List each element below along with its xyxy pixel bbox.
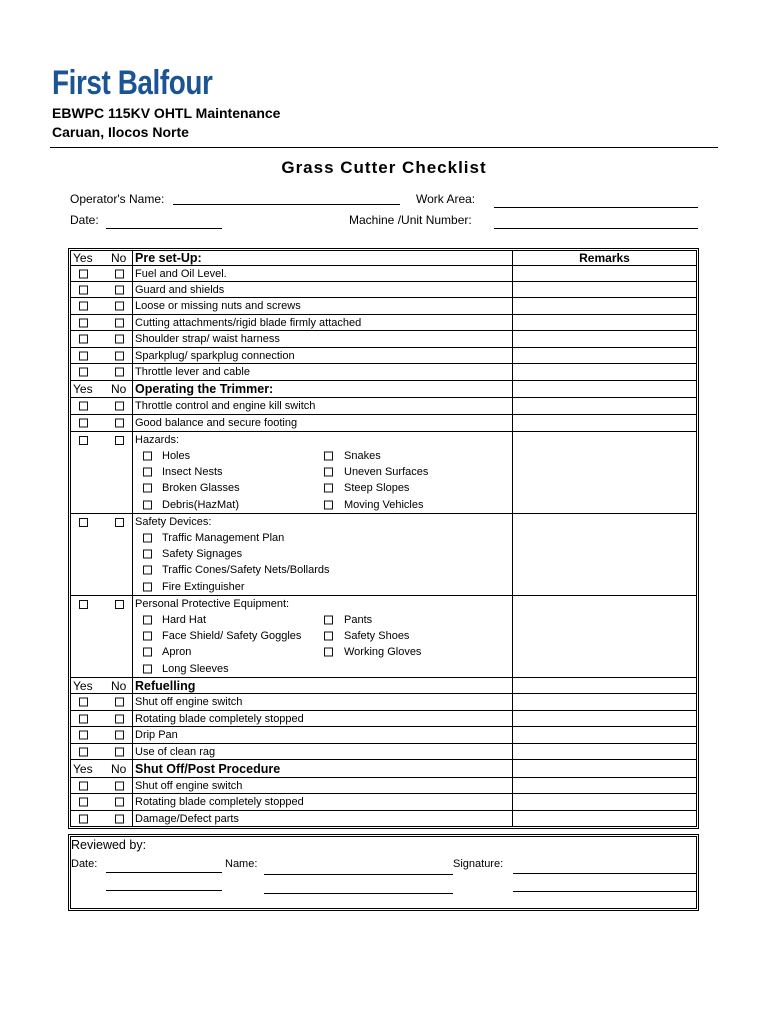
sub-item-label: Pants	[344, 614, 373, 626]
no-checkbox[interactable]	[115, 814, 124, 823]
remarks-cell[interactable]	[513, 398, 696, 414]
sub-checkbox[interactable]	[143, 484, 152, 493]
sub-checkbox[interactable]	[324, 484, 333, 493]
yes-header-cell	[71, 251, 100, 265]
review-signature-label: Signature:	[453, 858, 504, 870]
yes-checkbox[interactable]	[79, 285, 88, 294]
no-header-cell	[100, 381, 133, 397]
yes-checkbox[interactable]	[79, 436, 88, 445]
checklist-row	[71, 415, 696, 432]
no-header-cell	[100, 251, 133, 265]
checklist-row	[71, 266, 696, 282]
no-checkbox[interactable]	[115, 402, 124, 411]
checklist-group-row	[71, 596, 696, 678]
sub-item-line	[133, 448, 512, 464]
remarks-cell[interactable]	[513, 596, 696, 677]
sub-item-label: Hard Hat	[162, 614, 207, 626]
no-checkbox[interactable]	[115, 351, 124, 360]
no-cell	[100, 514, 133, 595]
yes-cell	[71, 364, 100, 380]
checklist-row	[71, 727, 696, 744]
remarks-cell[interactable]	[513, 298, 696, 314]
sub-item-line	[133, 497, 512, 513]
ppe-group	[133, 596, 513, 677]
no-cell	[100, 811, 133, 826]
no-cell	[100, 348, 133, 363]
section-title: Shut Off/Post Procedure	[133, 760, 513, 777]
item-label: Throttle control and engine kill switch	[133, 398, 513, 414]
reviewed-by-label: Reviewed by:	[71, 838, 147, 852]
remarks-cell[interactable]	[513, 514, 696, 595]
checklist-row	[71, 794, 696, 811]
item-label: Throttle lever and cable	[133, 364, 513, 380]
checklist-row	[71, 711, 696, 727]
operator-name-field[interactable]	[173, 204, 400, 205]
remarks-cell[interactable]	[513, 364, 696, 380]
sub-checkbox[interactable]	[324, 468, 333, 477]
yes-checkbox[interactable]	[79, 698, 88, 707]
yes-checkbox[interactable]	[79, 402, 88, 411]
yes-cell	[71, 694, 100, 710]
hazards-group	[133, 432, 513, 513]
sub-item-label: Broken Glasses	[162, 482, 240, 495]
no-cell	[100, 711, 133, 726]
checklist-row	[71, 331, 696, 348]
no-cell	[100, 315, 133, 330]
no-checkbox[interactable]	[115, 731, 124, 740]
item-label: Damage/Defect parts	[133, 811, 513, 826]
no-checkbox[interactable]	[115, 368, 124, 377]
no-header-cell	[100, 678, 133, 693]
yes-checkbox[interactable]	[79, 781, 88, 790]
checklist-row	[71, 315, 696, 331]
yes-cell	[71, 348, 100, 363]
no-cell	[100, 298, 133, 314]
header-divider	[50, 147, 718, 148]
no-cell	[100, 694, 133, 710]
sub-checkbox[interactable]	[143, 452, 152, 461]
no-cell	[100, 744, 133, 759]
remarks-cell[interactable]	[513, 694, 696, 710]
yes-checkbox[interactable]	[79, 747, 88, 756]
no-cell	[100, 282, 133, 297]
remarks-cell	[513, 678, 696, 693]
remarks-cell[interactable]	[513, 415, 696, 431]
sub-checkbox[interactable]	[143, 566, 152, 575]
sub-checkbox[interactable]	[143, 664, 152, 673]
item-label: Use of clean rag	[133, 744, 513, 759]
checklist-table	[68, 248, 699, 829]
sub-checkbox[interactable]	[143, 468, 152, 477]
checklist-row	[71, 694, 696, 711]
yes-checkbox[interactable]	[79, 600, 88, 609]
no-header: No	[111, 678, 127, 693]
review-date-label: Date:	[71, 858, 98, 870]
item-label: Shut off engine switch	[133, 694, 513, 710]
sub-item-line	[133, 661, 512, 677]
checklist-row	[71, 744, 696, 760]
remarks-cell[interactable]	[513, 282, 696, 297]
sub-item-label: Steep Slopes	[344, 482, 410, 495]
remarks-cell[interactable]	[513, 794, 696, 810]
review-signature-field[interactable]	[513, 891, 696, 892]
checklist-group-row	[71, 432, 696, 514]
yes-cell	[71, 331, 100, 347]
no-checkbox[interactable]	[115, 269, 124, 278]
yes-cell	[71, 398, 100, 414]
yes-cell	[71, 514, 100, 595]
sub-checkbox[interactable]	[324, 648, 333, 657]
machine-unit-field[interactable]	[494, 228, 698, 229]
remarks-cell	[513, 760, 696, 777]
sub-item-label: Long Sleeves	[162, 662, 229, 675]
review-name-label: Name:	[225, 858, 258, 870]
yes-cell	[71, 711, 100, 726]
sub-checkbox[interactable]	[143, 550, 152, 559]
machine-unit-label: Machine /Unit Number:	[349, 213, 472, 227]
yes-checkbox[interactable]	[79, 335, 88, 344]
sub-item-label: Fire Extinguisher	[162, 580, 245, 593]
remarks-cell[interactable]	[513, 778, 696, 793]
sub-item-label: Safety Shoes	[344, 630, 410, 643]
sub-checkbox[interactable]	[324, 500, 333, 509]
review-name-field[interactable]	[264, 874, 453, 875]
no-cell	[100, 596, 133, 677]
yes-cell	[71, 315, 100, 330]
section-header-row	[71, 381, 696, 398]
sub-item-label: Working Gloves	[344, 646, 422, 659]
no-checkbox[interactable]	[115, 747, 124, 756]
item-label: Good balance and secure footing	[133, 415, 513, 431]
yes-cell	[71, 794, 100, 810]
remarks-cell[interactable]	[513, 744, 696, 759]
no-cell	[100, 727, 133, 743]
yes-checkbox[interactable]	[79, 419, 88, 428]
sub-item-line	[133, 628, 512, 644]
checklist-row	[71, 348, 696, 364]
yes-checkbox[interactable]	[79, 351, 88, 360]
remarks-cell[interactable]	[513, 811, 696, 826]
review-signature-field[interactable]	[513, 873, 696, 874]
section-title: Pre set-Up:	[133, 251, 513, 265]
no-checkbox[interactable]	[115, 781, 124, 790]
sub-checkbox[interactable]	[324, 452, 333, 461]
no-cell	[100, 266, 133, 281]
yes-checkbox[interactable]	[79, 269, 88, 278]
remarks-cell[interactable]	[513, 711, 696, 726]
company-logo: First Balfour	[52, 64, 213, 102]
no-checkbox[interactable]	[115, 285, 124, 294]
no-cell	[100, 415, 133, 431]
sub-checkbox[interactable]	[143, 648, 152, 657]
remarks-cell[interactable]	[513, 331, 696, 347]
checklist-row	[71, 298, 696, 315]
date-field[interactable]	[106, 228, 222, 229]
sub-checkbox[interactable]	[324, 632, 333, 641]
sub-item-line	[133, 530, 512, 546]
sub-item-label: Moving Vehicles	[344, 498, 424, 511]
yes-header-cell	[71, 381, 100, 397]
item-label: Rotating blade completely stopped	[133, 711, 513, 726]
no-header: No	[111, 382, 127, 396]
no-checkbox[interactable]	[115, 714, 124, 723]
sub-item-line	[133, 579, 512, 595]
item-label: Loose or missing nuts and screws	[133, 298, 513, 314]
no-cell	[100, 398, 133, 414]
sub-item-line	[133, 480, 512, 496]
no-checkbox[interactable]	[115, 436, 124, 445]
yes-checkbox[interactable]	[79, 302, 88, 311]
section-header-row	[71, 760, 696, 778]
yes-cell	[71, 266, 100, 281]
no-cell	[100, 432, 133, 513]
item-label: Drip Pan	[133, 727, 513, 743]
review-date-field[interactable]	[106, 872, 222, 873]
remarks-cell[interactable]	[513, 266, 696, 281]
remarks-cell[interactable]	[513, 727, 696, 743]
no-checkbox[interactable]	[115, 419, 124, 428]
checklist-row	[71, 811, 696, 826]
sub-item-line	[133, 546, 512, 562]
item-label: Sparkplug/ sparkplug connection	[133, 348, 513, 363]
remarks-cell	[513, 381, 696, 397]
review-name-field[interactable]	[264, 893, 453, 894]
sub-item-label: Snakes	[344, 450, 381, 462]
no-checkbox[interactable]	[115, 698, 124, 707]
sub-item-label: Traffic Cones/Safety Nets/Bollards	[162, 564, 330, 577]
no-checkbox[interactable]	[115, 302, 124, 311]
yes-cell	[71, 415, 100, 431]
group-label: Personal Protective Equipment:	[135, 598, 290, 610]
yes-checkbox[interactable]	[79, 798, 88, 807]
yes-header: Yes	[73, 382, 93, 396]
yes-header: Yes	[73, 678, 93, 693]
yes-checkbox[interactable]	[79, 814, 88, 823]
safety-devices-group	[133, 514, 513, 595]
no-cell	[100, 778, 133, 793]
yes-cell	[71, 778, 100, 793]
item-label: Fuel and Oil Level.	[133, 266, 513, 281]
no-cell	[100, 794, 133, 810]
sub-item-line	[133, 644, 512, 660]
sub-checkbox[interactable]	[143, 534, 152, 543]
yes-cell	[71, 298, 100, 314]
remarks-header: Remarks	[579, 251, 630, 265]
no-checkbox[interactable]	[115, 318, 124, 327]
yes-header: Yes	[73, 761, 93, 776]
no-checkbox[interactable]	[115, 335, 124, 344]
checklist-row	[71, 282, 696, 298]
yes-cell	[71, 282, 100, 297]
sub-item-label: Insect Nests	[162, 466, 223, 479]
remarks-cell[interactable]	[513, 315, 696, 330]
operator-name-label: Operator's Name:	[70, 192, 165, 206]
date-label: Date:	[70, 213, 99, 227]
yes-cell	[71, 596, 100, 677]
review-box	[68, 834, 699, 911]
no-checkbox[interactable]	[115, 600, 124, 609]
checklist-row	[71, 398, 696, 415]
yes-cell	[71, 811, 100, 826]
no-header: No	[111, 761, 127, 776]
item-label: Rotating blade completely stopped	[133, 794, 513, 810]
sub-item-line	[133, 562, 512, 578]
sub-item-line	[133, 464, 512, 480]
form-title: Grass Cutter Checklist	[281, 158, 487, 177]
yes-checkbox[interactable]	[79, 318, 88, 327]
checklist-group-row	[71, 514, 696, 596]
section-header-row	[71, 251, 696, 266]
remarks-cell[interactable]	[513, 432, 696, 513]
yes-header-cell	[71, 760, 100, 777]
sub-checkbox[interactable]	[324, 616, 333, 625]
group-label: Hazards:	[135, 434, 180, 446]
sub-item-label: Traffic Management Plan	[162, 532, 285, 544]
yes-checkbox[interactable]	[79, 518, 88, 527]
no-cell	[100, 331, 133, 347]
item-label: Shut off engine switch	[133, 778, 513, 793]
section-header-row	[71, 678, 696, 694]
sub-item-label: Face Shield/ Safety Goggles	[162, 630, 302, 643]
group-label: Safety Devices:	[135, 516, 212, 528]
work-area-label: Work Area:	[416, 192, 476, 206]
yes-checkbox[interactable]	[79, 731, 88, 740]
yes-cell	[71, 727, 100, 743]
no-checkbox[interactable]	[115, 518, 124, 527]
item-label: Cutting attachments/rigid blade firmly attached	[133, 315, 513, 330]
section-title: Refuelling	[133, 678, 513, 693]
item-label: Guard and shields	[133, 282, 513, 297]
sub-checkbox[interactable]	[143, 616, 152, 625]
review-date-field[interactable]	[106, 890, 222, 891]
project-name: EBWPC 115KV OHTL Maintenance	[52, 105, 281, 121]
sub-item-label: Uneven Surfaces	[344, 466, 429, 479]
sub-item-label: Debris(HazMat)	[162, 498, 240, 511]
work-area-field[interactable]	[494, 207, 698, 208]
no-checkbox[interactable]	[115, 798, 124, 807]
sub-item-label: Holes	[162, 450, 191, 462]
sub-item-label: Safety Signages	[162, 548, 243, 561]
checklist-row	[71, 778, 696, 794]
no-header: No	[111, 251, 127, 265]
yes-cell	[71, 744, 100, 759]
sub-checkbox[interactable]	[143, 632, 152, 641]
yes-header-cell	[71, 678, 100, 693]
item-label: Shoulder strap/ waist harness	[133, 331, 513, 347]
yes-checkbox[interactable]	[79, 368, 88, 377]
section-title: Operating the Trimmer:	[133, 381, 513, 397]
yes-header: Yes	[73, 251, 93, 265]
no-header-cell	[100, 760, 133, 777]
checklist-row	[71, 364, 696, 381]
sub-checkbox[interactable]	[143, 582, 152, 591]
project-location: Caruan, Ilocos Norte	[52, 124, 189, 140]
yes-cell	[71, 432, 100, 513]
sub-checkbox[interactable]	[143, 500, 152, 509]
sub-item-label: Apron	[162, 646, 192, 659]
sub-item-line	[133, 612, 512, 628]
no-cell	[100, 364, 133, 380]
yes-checkbox[interactable]	[79, 714, 88, 723]
remarks-cell[interactable]	[513, 348, 696, 363]
